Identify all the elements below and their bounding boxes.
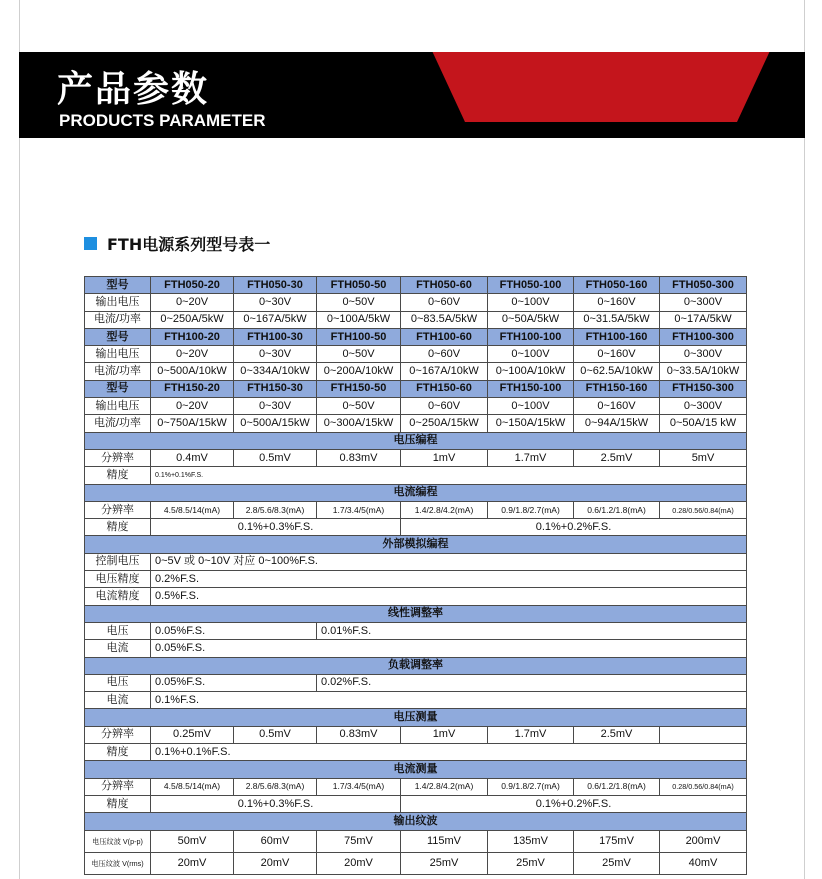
table-row <box>85 778 747 795</box>
value-cell: 50mV <box>151 830 234 852</box>
model-cell: FTH050-50 <box>317 277 401 294</box>
voltage-cell: 0~30V <box>234 294 317 311</box>
spec-table <box>84 276 747 875</box>
row-label: 型号 <box>85 380 151 397</box>
value-cell: 0.9/1.8/2.7(mA) <box>488 778 574 795</box>
header-banner <box>19 52 805 138</box>
value-cell: 135mV <box>488 830 574 852</box>
table-row <box>85 588 747 605</box>
value-cell: 0.05%F.S. <box>151 640 747 657</box>
section-row-title: 电压测量 <box>85 709 747 726</box>
current-cell: 0~250A/5kW <box>151 311 234 328</box>
table-row <box>85 744 747 761</box>
value-cell: 4.5/8.5/14(mA) <box>151 501 234 518</box>
voltage-cell: 0~300V <box>660 294 747 311</box>
section-row-title: 线性调整率 <box>85 605 747 622</box>
voltage-cell: 0~300V <box>660 398 747 415</box>
value-cell: 0.01%F.S. <box>317 622 747 639</box>
voltage-cell: 0~20V <box>151 294 234 311</box>
value-cell: 1mV <box>401 449 488 466</box>
value-cell: 0.1%+0.2%F.S. <box>401 519 747 536</box>
voltage-cell: 0~60V <box>401 398 488 415</box>
value-cell: 1.4/2.8/4.2(mA) <box>401 778 488 795</box>
row-label: 电压精度 <box>85 571 151 588</box>
value-cell: 0.25mV <box>151 726 234 743</box>
value-cell: 0.1%+0.3%F.S. <box>151 795 401 812</box>
square-bullet-icon <box>84 237 97 250</box>
value-cell: 1mV <box>401 726 488 743</box>
table-row <box>85 415 747 432</box>
voltage-cell: 0~100V <box>488 398 574 415</box>
current-cell: 0~100A/5kW <box>317 311 401 328</box>
value-cell: 75mV <box>317 830 401 852</box>
voltage-cell: 0~160V <box>574 398 660 415</box>
row-label: 分辨率 <box>85 501 151 518</box>
model-header-row <box>85 277 747 294</box>
row-label: 电流/功率 <box>85 363 151 380</box>
section-row <box>85 536 747 553</box>
table-row <box>85 519 747 536</box>
current-cell: 0~167A/5kW <box>234 311 317 328</box>
page-title: 产品参数 <box>57 69 210 110</box>
section-row-title: 外部模拟编程 <box>85 536 747 553</box>
table-row <box>85 674 747 691</box>
value-cell: 60mV <box>234 830 317 852</box>
model-cell: FTH150-60 <box>401 380 488 397</box>
row-label: 电流 <box>85 640 151 657</box>
voltage-cell: 0~160V <box>574 294 660 311</box>
value-cell: 20mV <box>234 852 317 874</box>
value-cell: 5mV <box>660 449 747 466</box>
section-row-title: 电压编程 <box>85 432 747 449</box>
section-row <box>85 813 747 830</box>
voltage-cell: 0~60V <box>401 294 488 311</box>
voltage-cell: 0~50V <box>317 346 401 363</box>
row-label: 电流精度 <box>85 588 151 605</box>
current-cell: 0~83.5A/5kW <box>401 311 488 328</box>
table-row <box>85 467 747 484</box>
value-cell: 0.05%F.S. <box>151 622 317 639</box>
value-cell: 40mV <box>660 852 747 874</box>
value-cell: 0.28/0.56/0.84(mA) <box>660 778 747 795</box>
current-cell: 0~33.5A/10kW <box>660 363 747 380</box>
value-cell: 0.83mV <box>317 726 401 743</box>
model-cell: FTH050-20 <box>151 277 234 294</box>
row-label: 精度 <box>85 744 151 761</box>
current-cell: 0~50A/5kW <box>488 311 574 328</box>
model-cell: FTH150-100 <box>488 380 574 397</box>
row-label: 分辨率 <box>85 726 151 743</box>
voltage-cell: 0~30V <box>234 346 317 363</box>
value-cell: 0.83mV <box>317 449 401 466</box>
section-title: FTH电源系列型号表一 <box>107 234 271 254</box>
value-cell: 0.1%F.S. <box>151 692 747 709</box>
row-label: 电压纹波 V(rms) <box>85 852 151 874</box>
current-cell: 0~17A/5kW <box>660 311 747 328</box>
table-row <box>85 622 747 639</box>
value-cell: 1.7/3.4/5(mA) <box>317 778 401 795</box>
current-cell: 0~500A/10kW <box>151 363 234 380</box>
current-cell: 0~250A/15kW <box>401 415 488 432</box>
value-cell: 0.1%+0.1%F.S. <box>151 467 747 484</box>
value-cell: 115mV <box>401 830 488 852</box>
row-label: 输出电压 <box>85 346 151 363</box>
model-cell: FTH050-60 <box>401 277 488 294</box>
table-row <box>85 501 747 518</box>
model-cell: FTH150-20 <box>151 380 234 397</box>
value-cell: 175mV <box>574 830 660 852</box>
current-cell: 0~334A/10kW <box>234 363 317 380</box>
value-cell: 1.7mV <box>488 449 574 466</box>
model-cell: FTH100-60 <box>401 328 488 345</box>
voltage-cell: 0~50V <box>317 398 401 415</box>
section-row-title: 输出纹波 <box>85 813 747 830</box>
value-cell: 4.5/8.5/14(mA) <box>151 778 234 795</box>
model-cell: FTH100-20 <box>151 328 234 345</box>
row-label: 输出电压 <box>85 398 151 415</box>
section-row-title: 电流编程 <box>85 484 747 501</box>
section-row <box>85 657 747 674</box>
value-cell: 25mV <box>574 852 660 874</box>
value-cell: 0.6/1.2/1.8(mA) <box>574 501 660 518</box>
section-row <box>85 761 747 778</box>
section-row <box>85 432 747 449</box>
model-cell: FTH150-50 <box>317 380 401 397</box>
value-cell: 0.1%+0.1%F.S. <box>151 744 747 761</box>
row-label: 分辨率 <box>85 778 151 795</box>
table-row <box>85 363 747 380</box>
row-label: 电压 <box>85 674 151 691</box>
value-cell: 0.5%F.S. <box>151 588 747 605</box>
value-cell: 2.5mV <box>574 726 660 743</box>
value-cell: 0.6/1.2/1.8(mA) <box>574 778 660 795</box>
row-label: 电流/功率 <box>85 415 151 432</box>
model-header-row <box>85 328 747 345</box>
value-cell: 0.4mV <box>151 449 234 466</box>
row-label: 电流/功率 <box>85 311 151 328</box>
section-heading <box>84 233 270 253</box>
value-cell: 25mV <box>488 852 574 874</box>
current-cell: 0~300A/15kW <box>317 415 401 432</box>
model-cell: FTH050-160 <box>574 277 660 294</box>
model-cell: FTH050-30 <box>234 277 317 294</box>
current-cell: 0~62.5A/10kW <box>574 363 660 380</box>
value-cell: 0.2%F.S. <box>151 571 747 588</box>
row-label: 型号 <box>85 328 151 345</box>
voltage-cell: 0~300V <box>660 346 747 363</box>
page-subtitle: PRODUCTS PARAMETER <box>59 111 266 130</box>
table-row <box>85 795 747 812</box>
model-cell: FTH100-30 <box>234 328 317 345</box>
value-cell: 0.1%+0.3%F.S. <box>151 519 401 536</box>
model-cell: FTH100-50 <box>317 328 401 345</box>
model-cell: FTH100-300 <box>660 328 747 345</box>
table-row <box>85 398 747 415</box>
row-label: 分辨率 <box>85 449 151 466</box>
row-label: 精度 <box>85 519 151 536</box>
voltage-cell: 0~100V <box>488 294 574 311</box>
model-header-row <box>85 380 747 397</box>
table-row <box>85 726 747 743</box>
value-cell: 2.8/5.6/8.3(mA) <box>234 778 317 795</box>
row-label: 电压纹波 V(p-p) <box>85 830 151 852</box>
voltage-cell: 0~20V <box>151 398 234 415</box>
table-row <box>85 311 747 328</box>
value-cell: 0.9/1.8/2.7(mA) <box>488 501 574 518</box>
table-row <box>85 553 747 570</box>
section-row <box>85 709 747 726</box>
value-cell: 1.7/3.4/5(mA) <box>317 501 401 518</box>
voltage-cell: 0~60V <box>401 346 488 363</box>
value-cell: 0.5mV <box>234 726 317 743</box>
row-label: 控制电压 <box>85 553 151 570</box>
value-cell: 0.5mV <box>234 449 317 466</box>
table-row <box>85 692 747 709</box>
value-cell: 0.02%F.S. <box>317 674 747 691</box>
model-cell: FTH100-100 <box>488 328 574 345</box>
current-cell: 0~167A/10kW <box>401 363 488 380</box>
section-row <box>85 484 747 501</box>
row-label: 电流 <box>85 692 151 709</box>
voltage-cell: 0~100V <box>488 346 574 363</box>
table-row <box>85 571 747 588</box>
current-cell: 0~500A/15kW <box>234 415 317 432</box>
current-cell: 0~100A/10kW <box>488 363 574 380</box>
current-cell: 0~94A/15kW <box>574 415 660 432</box>
voltage-cell: 0~160V <box>574 346 660 363</box>
value-cell: 1.4/2.8/4.2(mA) <box>401 501 488 518</box>
value-cell: 200mV <box>660 830 747 852</box>
voltage-cell: 0~30V <box>234 398 317 415</box>
section-row <box>85 605 747 622</box>
table-row <box>85 294 747 311</box>
model-cell: FTH150-300 <box>660 380 747 397</box>
row-label: 精度 <box>85 467 151 484</box>
row-label: 型号 <box>85 277 151 294</box>
voltage-cell: 0~50V <box>317 294 401 311</box>
value-cell: 20mV <box>317 852 401 874</box>
table-row <box>85 830 747 852</box>
value-cell: 0.1%+0.2%F.S. <box>401 795 747 812</box>
section-row-title: 负载调整率 <box>85 657 747 674</box>
value-cell: 2.5mV <box>574 449 660 466</box>
current-cell: 0~50A/15 kW <box>660 415 747 432</box>
value-cell: 0.28/0.56/0.84(mA) <box>660 501 747 518</box>
row-label: 精度 <box>85 795 151 812</box>
value-cell: 1.7mV <box>488 726 574 743</box>
model-cell: FTH150-160 <box>574 380 660 397</box>
current-cell: 0~200A/10kW <box>317 363 401 380</box>
value-cell: 0.05%F.S. <box>151 674 317 691</box>
value-cell: 0~5V 或 0~10V 对应 0~100%F.S. <box>151 553 747 570</box>
current-cell: 0~750A/15kW <box>151 415 234 432</box>
table-row <box>85 640 747 657</box>
voltage-cell: 0~20V <box>151 346 234 363</box>
table-row <box>85 449 747 466</box>
row-label: 输出电压 <box>85 294 151 311</box>
current-cell: 0~31.5A/5kW <box>574 311 660 328</box>
section-row-title: 电流测量 <box>85 761 747 778</box>
current-cell: 0~150A/15kW <box>488 415 574 432</box>
model-cell: FTH050-100 <box>488 277 574 294</box>
value-cell: 20mV <box>151 852 234 874</box>
row-label: 电压 <box>85 622 151 639</box>
value-cell: 25mV <box>401 852 488 874</box>
value-cell <box>660 726 747 743</box>
model-cell: FTH100-160 <box>574 328 660 345</box>
model-cell: FTH050-300 <box>660 277 747 294</box>
value-cell: 2.8/5.6/8.3(mA) <box>234 501 317 518</box>
table-row <box>85 346 747 363</box>
model-cell: FTH150-30 <box>234 380 317 397</box>
table-row <box>85 852 747 874</box>
